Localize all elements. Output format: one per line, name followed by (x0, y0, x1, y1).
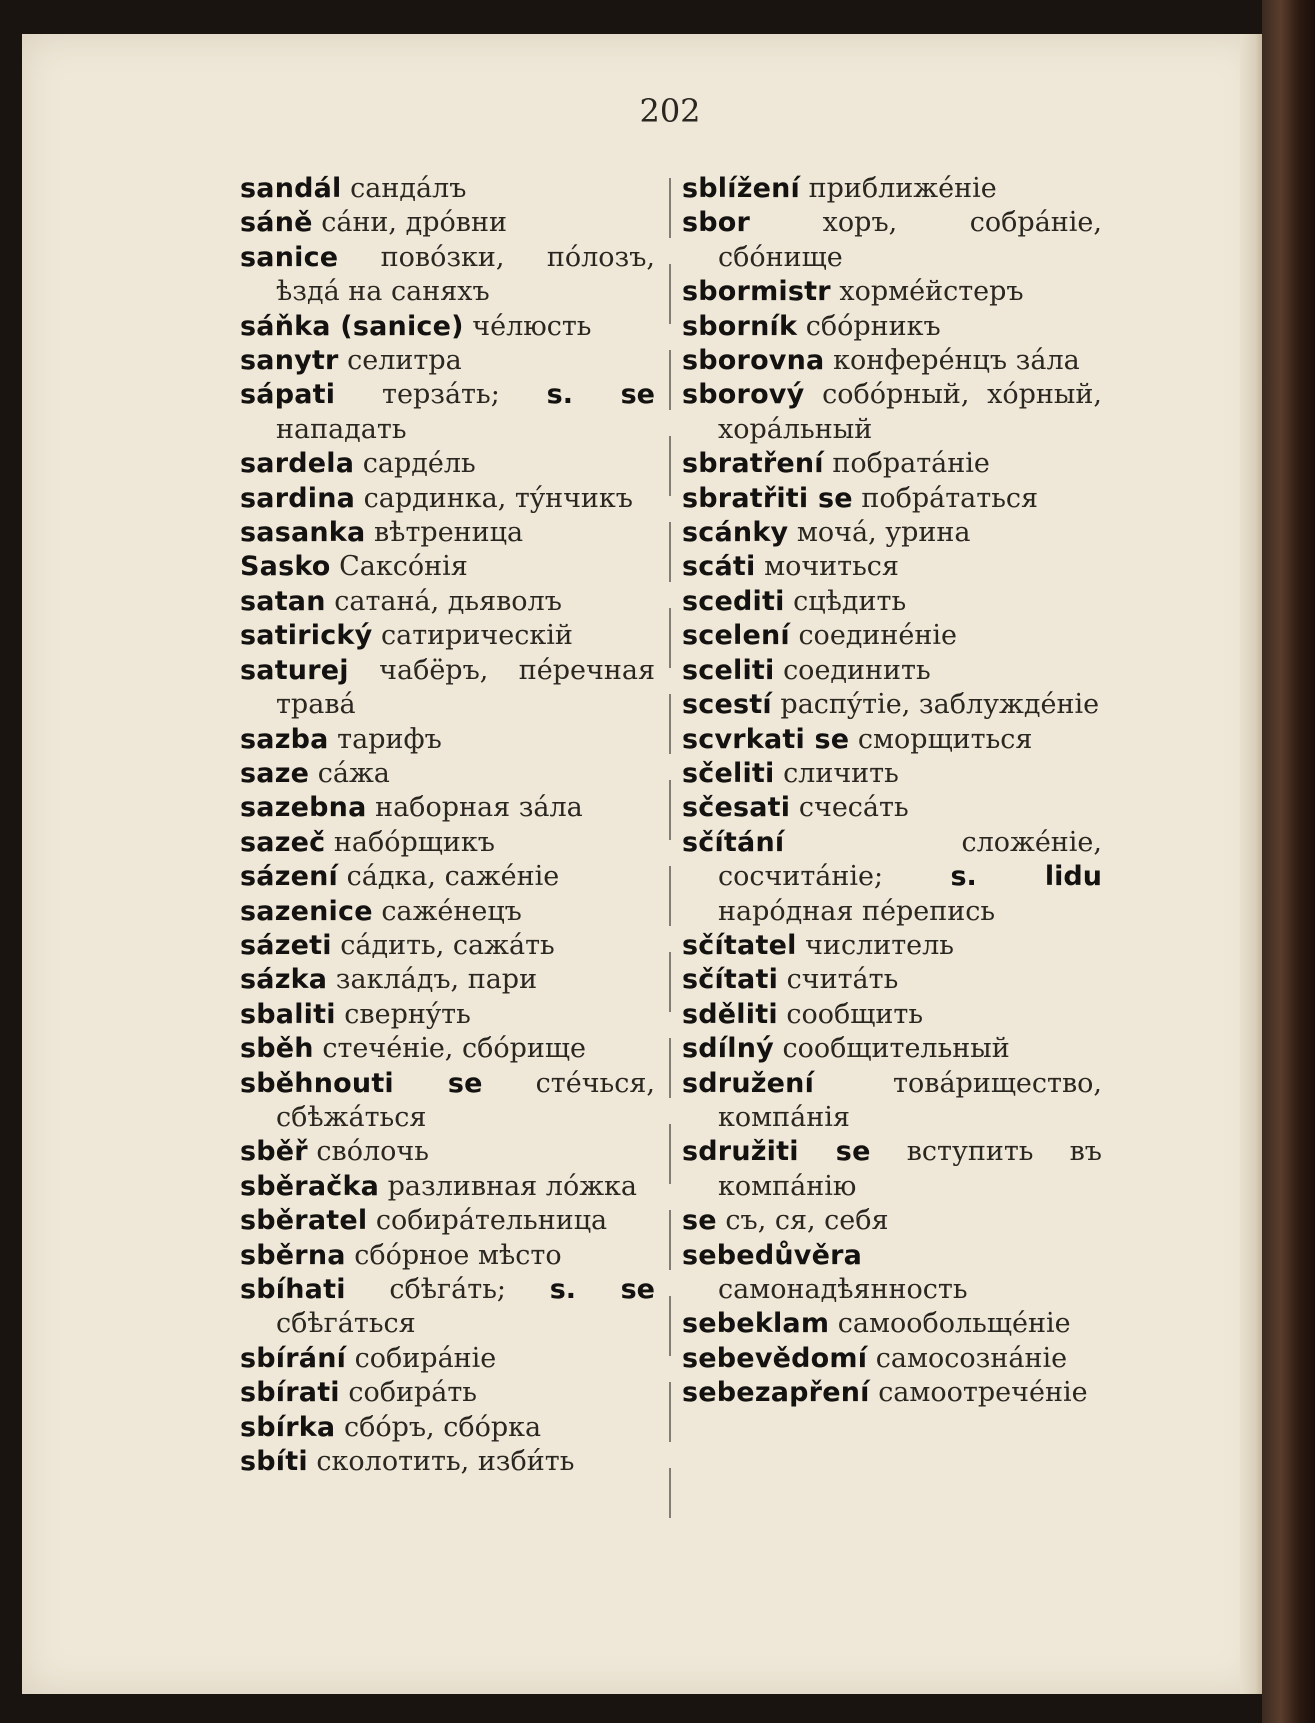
entry-headword: sběrna (240, 1239, 346, 1271)
entry-translation: терзáть; (382, 379, 500, 411)
entry-headword: sázka (240, 964, 328, 996)
dictionary-entry (240, 1170, 655, 1204)
entry-translation: хоръ, собрáніе, сбóнище (718, 207, 1102, 273)
dictionary-entry (240, 963, 655, 997)
dictionary-entry (682, 275, 1102, 309)
entry-headword: sazba (240, 723, 329, 755)
dictionary-entry (240, 482, 655, 516)
entry-translation: сбѣгáть; (389, 1274, 507, 1305)
entry-headword: sborník (682, 310, 798, 342)
dictionary-entry (240, 1239, 655, 1273)
dictionary-entry (682, 1239, 1102, 1308)
entry-subheadword: s. lidu (950, 861, 1102, 893)
dictionary-entry (240, 1067, 655, 1136)
entry-translation: мочиться (764, 551, 899, 583)
entry-headword: sáně (240, 207, 313, 239)
entry-translation: сáдка, сажéніе (346, 861, 560, 893)
dictionary-entry (240, 1411, 655, 1445)
entry-headword: sebezapření (682, 1377, 870, 1409)
entry-translation: разливная лóжка (387, 1170, 638, 1202)
left-column (240, 172, 655, 1479)
entry-headword: scánky (682, 517, 789, 549)
entry-headword: sběř (240, 1136, 308, 1168)
entry-headword: sazebna (240, 792, 367, 824)
entry-headword: saze (240, 757, 310, 789)
entry-headword: scediti (682, 585, 785, 617)
entry-translation: соединить (783, 654, 931, 686)
entry-translation: вѣтреница (373, 517, 524, 549)
right-column (682, 172, 1102, 1411)
entry-translation: счесáть (798, 792, 909, 824)
entry-headword: sbratření (682, 448, 824, 480)
entry-headword: sebeklam (682, 1308, 830, 1340)
entry-translation: повóзки, пóлозъ, ѣздá на саняхъ (276, 241, 655, 308)
entry-translation: сатанá, дьяволъ (334, 585, 562, 617)
entry-translation: сообщить (786, 998, 924, 1030)
entry-translation: наборная зáла (375, 792, 583, 824)
entry-translation: самосознáніе (875, 1342, 1068, 1374)
entry-translation: сколотить, изби́ть (316, 1446, 575, 1478)
dictionary-entry (240, 826, 655, 860)
entry-translation: побратáніе (832, 448, 990, 480)
dictionary-entry (682, 688, 1102, 722)
entry-headword: se (682, 1205, 717, 1237)
dictionary-entry (240, 791, 655, 825)
entry-headword: sázeti (240, 929, 332, 961)
dictionary-entry (682, 585, 1102, 619)
entry-translation: считáть (786, 964, 899, 996)
entry-translation: сатирическій (380, 620, 573, 652)
entry-translation: вступить въ компáнію (718, 1136, 1102, 1202)
entry-translation: собирáть (348, 1377, 477, 1409)
entry-translation: сардéль (362, 448, 476, 480)
dictionary-entry (240, 1032, 655, 1066)
entry-headword: sápati (240, 379, 336, 411)
entry-headword: sebedůvěra (682, 1239, 863, 1271)
dictionary-entry (682, 619, 1102, 653)
entry-headword: sázení (240, 861, 338, 893)
entry-translation: Саксóнія (339, 551, 468, 583)
entry-headword: sběratel (240, 1205, 368, 1237)
entry-headword: sanytr (240, 345, 339, 377)
entry-translation: сложéніе, сосчитáніе; (718, 826, 1102, 893)
dictionary-entry (240, 929, 655, 963)
entry-headword: sbíhati (240, 1274, 346, 1305)
entry-translation: сандáлъ (350, 173, 467, 204)
entry-translation: товáрищество, компáнія (718, 1067, 1102, 1133)
dictionary-entry (240, 447, 655, 481)
entry-headword: scáti (682, 551, 756, 583)
entry-headword: sáňka (sanice) (240, 310, 464, 342)
dictionary-entry (682, 1135, 1102, 1204)
entry-translation: тарифъ (337, 723, 442, 755)
entry-translation: собóрный, хóрный, хорáльный (718, 379, 1102, 445)
entry-translation: сцѣдить (793, 585, 907, 617)
entry-translation: сморщиться (857, 723, 1033, 755)
dictionary-entry (240, 757, 655, 791)
dictionary-entry (240, 344, 655, 378)
dictionary-entry (682, 378, 1102, 447)
entry-headword: sděliti (682, 998, 778, 1030)
entry-headword: sardina (240, 482, 356, 514)
entry-headword: sborový (682, 379, 805, 411)
entry-headword: sandál (240, 173, 342, 204)
dictionary-entry (240, 1204, 655, 1238)
dictionary-entry (240, 1342, 655, 1376)
entry-translation: чéлюсть (472, 310, 592, 342)
dictionary-entry (240, 310, 655, 344)
entry-translation: побрáтаться (861, 482, 1039, 514)
entry-translation: соединéніе (798, 620, 957, 652)
entry-headword: sceliti (682, 654, 775, 686)
entry-headword: Sasko (240, 551, 331, 583)
dictionary-entry (682, 482, 1102, 516)
entry-headword: sbratřiti se (682, 482, 853, 514)
page-number: 202 (639, 92, 701, 130)
entry-translation: сáжа (317, 757, 390, 789)
dictionary-entry (682, 757, 1102, 791)
dictionary-entry (682, 826, 1102, 929)
entry-headword: sasanka (240, 517, 366, 549)
dictionary-entry (682, 963, 1102, 997)
dictionary-entry (240, 619, 655, 653)
dictionary-entry (240, 654, 655, 723)
dictionary-entry (682, 447, 1102, 481)
dictionary-entry (240, 895, 655, 929)
dictionary-entry (240, 206, 655, 240)
book-spine (1262, 0, 1315, 1723)
entry-translation: хормéйстеръ (839, 276, 1024, 308)
entry-translation: самообольщéніе (837, 1308, 1071, 1340)
dictionary-entry (240, 241, 655, 310)
entry-translation: собирáтельница (375, 1205, 608, 1237)
entry-translation: сажéнецъ (381, 895, 522, 927)
dictionary-entry (240, 172, 655, 206)
entry-translation: сбóръ, сбóрка (343, 1411, 542, 1443)
entry-headword: sčeliti (682, 757, 775, 789)
entry-translation: конферéнцъ зáла (833, 345, 1080, 377)
dictionary-entry (240, 585, 655, 619)
dictionary-entry (682, 1376, 1102, 1410)
entry-headword: scvrkati se (682, 723, 850, 755)
dictionary-entry (240, 516, 655, 550)
entry-headword: scestí (682, 689, 772, 721)
dictionary-entry (240, 378, 655, 447)
dictionary-entry (682, 344, 1102, 378)
entry-headword: sčítati (682, 964, 779, 996)
dictionary-entry (240, 1135, 655, 1169)
dictionary-entry (682, 1204, 1102, 1238)
entry-translation: самонадѣянность (718, 1274, 968, 1305)
entry-headword: sdílný (682, 1033, 774, 1065)
entry-translation: собирáніе (354, 1342, 497, 1374)
entry-headword: sběhnouti se (240, 1067, 483, 1099)
entry-translation: приближéніе (808, 173, 997, 204)
dictionary-entry (240, 1376, 655, 1410)
entry-subheadword: s. se (549, 1274, 655, 1305)
entry-translation: числитель (805, 929, 955, 961)
entry-headword: sčesati (682, 792, 791, 824)
entry-headword: sazeč (240, 826, 326, 858)
entry-translation: сбóрникъ (805, 310, 941, 342)
entry-translation: распýтіе, заблуждéніе (780, 689, 1100, 721)
dictionary-entry (682, 1342, 1102, 1376)
entry-translation: стечéніе, сбóрище (322, 1033, 586, 1065)
dictionary-entry (682, 172, 1102, 206)
entry-translation: сообщительный (782, 1033, 1010, 1065)
dictionary-entry (682, 998, 1102, 1032)
entry-translation: селитра (347, 345, 462, 377)
dictionary-entry (682, 723, 1102, 757)
entry-subtranslation: нарóдная пéрепись (718, 895, 996, 927)
entry-translation: сáни, дрóвни (321, 207, 507, 239)
entry-headword: sanice (240, 241, 339, 273)
entry-translation: сардинка, тýнчикъ (363, 482, 633, 514)
entry-translation: чабёръ, пéречная травá (276, 654, 655, 721)
dictionary-entry (682, 550, 1102, 584)
entry-translation: набóрщикъ (333, 826, 495, 858)
dictionary-entry (240, 860, 655, 894)
entry-headword: saturej (240, 654, 349, 686)
dictionary-entry (682, 791, 1102, 825)
entry-subtranslation: сбѣгáться (276, 1308, 416, 1340)
entry-translation: свернýть (344, 998, 471, 1030)
dictionary-entry (682, 1307, 1102, 1341)
entry-headword: sběh (240, 1033, 314, 1065)
entry-headword: sčítatel (682, 929, 797, 961)
entry-headword: sbormistr (682, 276, 831, 308)
entry-headword: satan (240, 585, 326, 617)
entry-headword: sblížení (682, 173, 801, 204)
dictionary-entry (682, 654, 1102, 688)
entry-headword: sborovna (682, 345, 825, 377)
dictionary-entry (240, 723, 655, 757)
entry-translation: самоотречéніе (878, 1377, 1088, 1409)
entry-translation: стéчься, сбѣжáться (276, 1067, 655, 1133)
dictionary-entry (682, 516, 1102, 550)
entry-translation: мочá, урина (796, 517, 971, 549)
entry-headword: sběračka (240, 1170, 380, 1202)
entry-translation: заклáдъ, пари (335, 964, 538, 996)
entry-headword: sdružení (682, 1067, 815, 1099)
entry-headword: sazenice (240, 895, 373, 927)
dictionary-entry (682, 1032, 1102, 1066)
entry-headword: sbírka (240, 1411, 336, 1443)
entry-subheadword: s. se (546, 379, 655, 411)
entry-headword: scelení (682, 620, 790, 652)
entry-headword: sbor (682, 207, 751, 239)
entry-translation: съ, ся, себя (725, 1205, 889, 1237)
dictionary-entry (240, 1273, 655, 1342)
entry-headword: sbíti (240, 1446, 308, 1478)
entry-translation: сáдить, сажáть (340, 929, 555, 961)
entry-headword: satirický (240, 620, 373, 652)
entry-headword: sčítání (682, 826, 785, 858)
entry-translation: сличить (783, 757, 899, 789)
dictionary-entry (682, 1067, 1102, 1136)
entry-translation: свóлочь (316, 1136, 429, 1168)
entry-headword: sardela (240, 448, 355, 480)
dictionary-entry (682, 310, 1102, 344)
entry-headword: sdružiti se (682, 1136, 871, 1168)
entry-headword: sbaliti (240, 998, 336, 1030)
entry-headword: sebevědomí (682, 1342, 868, 1374)
dictionary-entry (682, 206, 1102, 275)
entry-subtranslation: нападать (276, 413, 407, 445)
dictionary-entry (240, 550, 655, 584)
dictionary-entry (240, 998, 655, 1032)
dictionary-entry (682, 929, 1102, 963)
column-divider (669, 178, 671, 1518)
entry-translation: сбóрное мѣсто (354, 1239, 562, 1271)
entry-headword: sbírání (240, 1342, 347, 1374)
entry-headword: sbírati (240, 1377, 340, 1409)
dictionary-entry (240, 1445, 655, 1479)
